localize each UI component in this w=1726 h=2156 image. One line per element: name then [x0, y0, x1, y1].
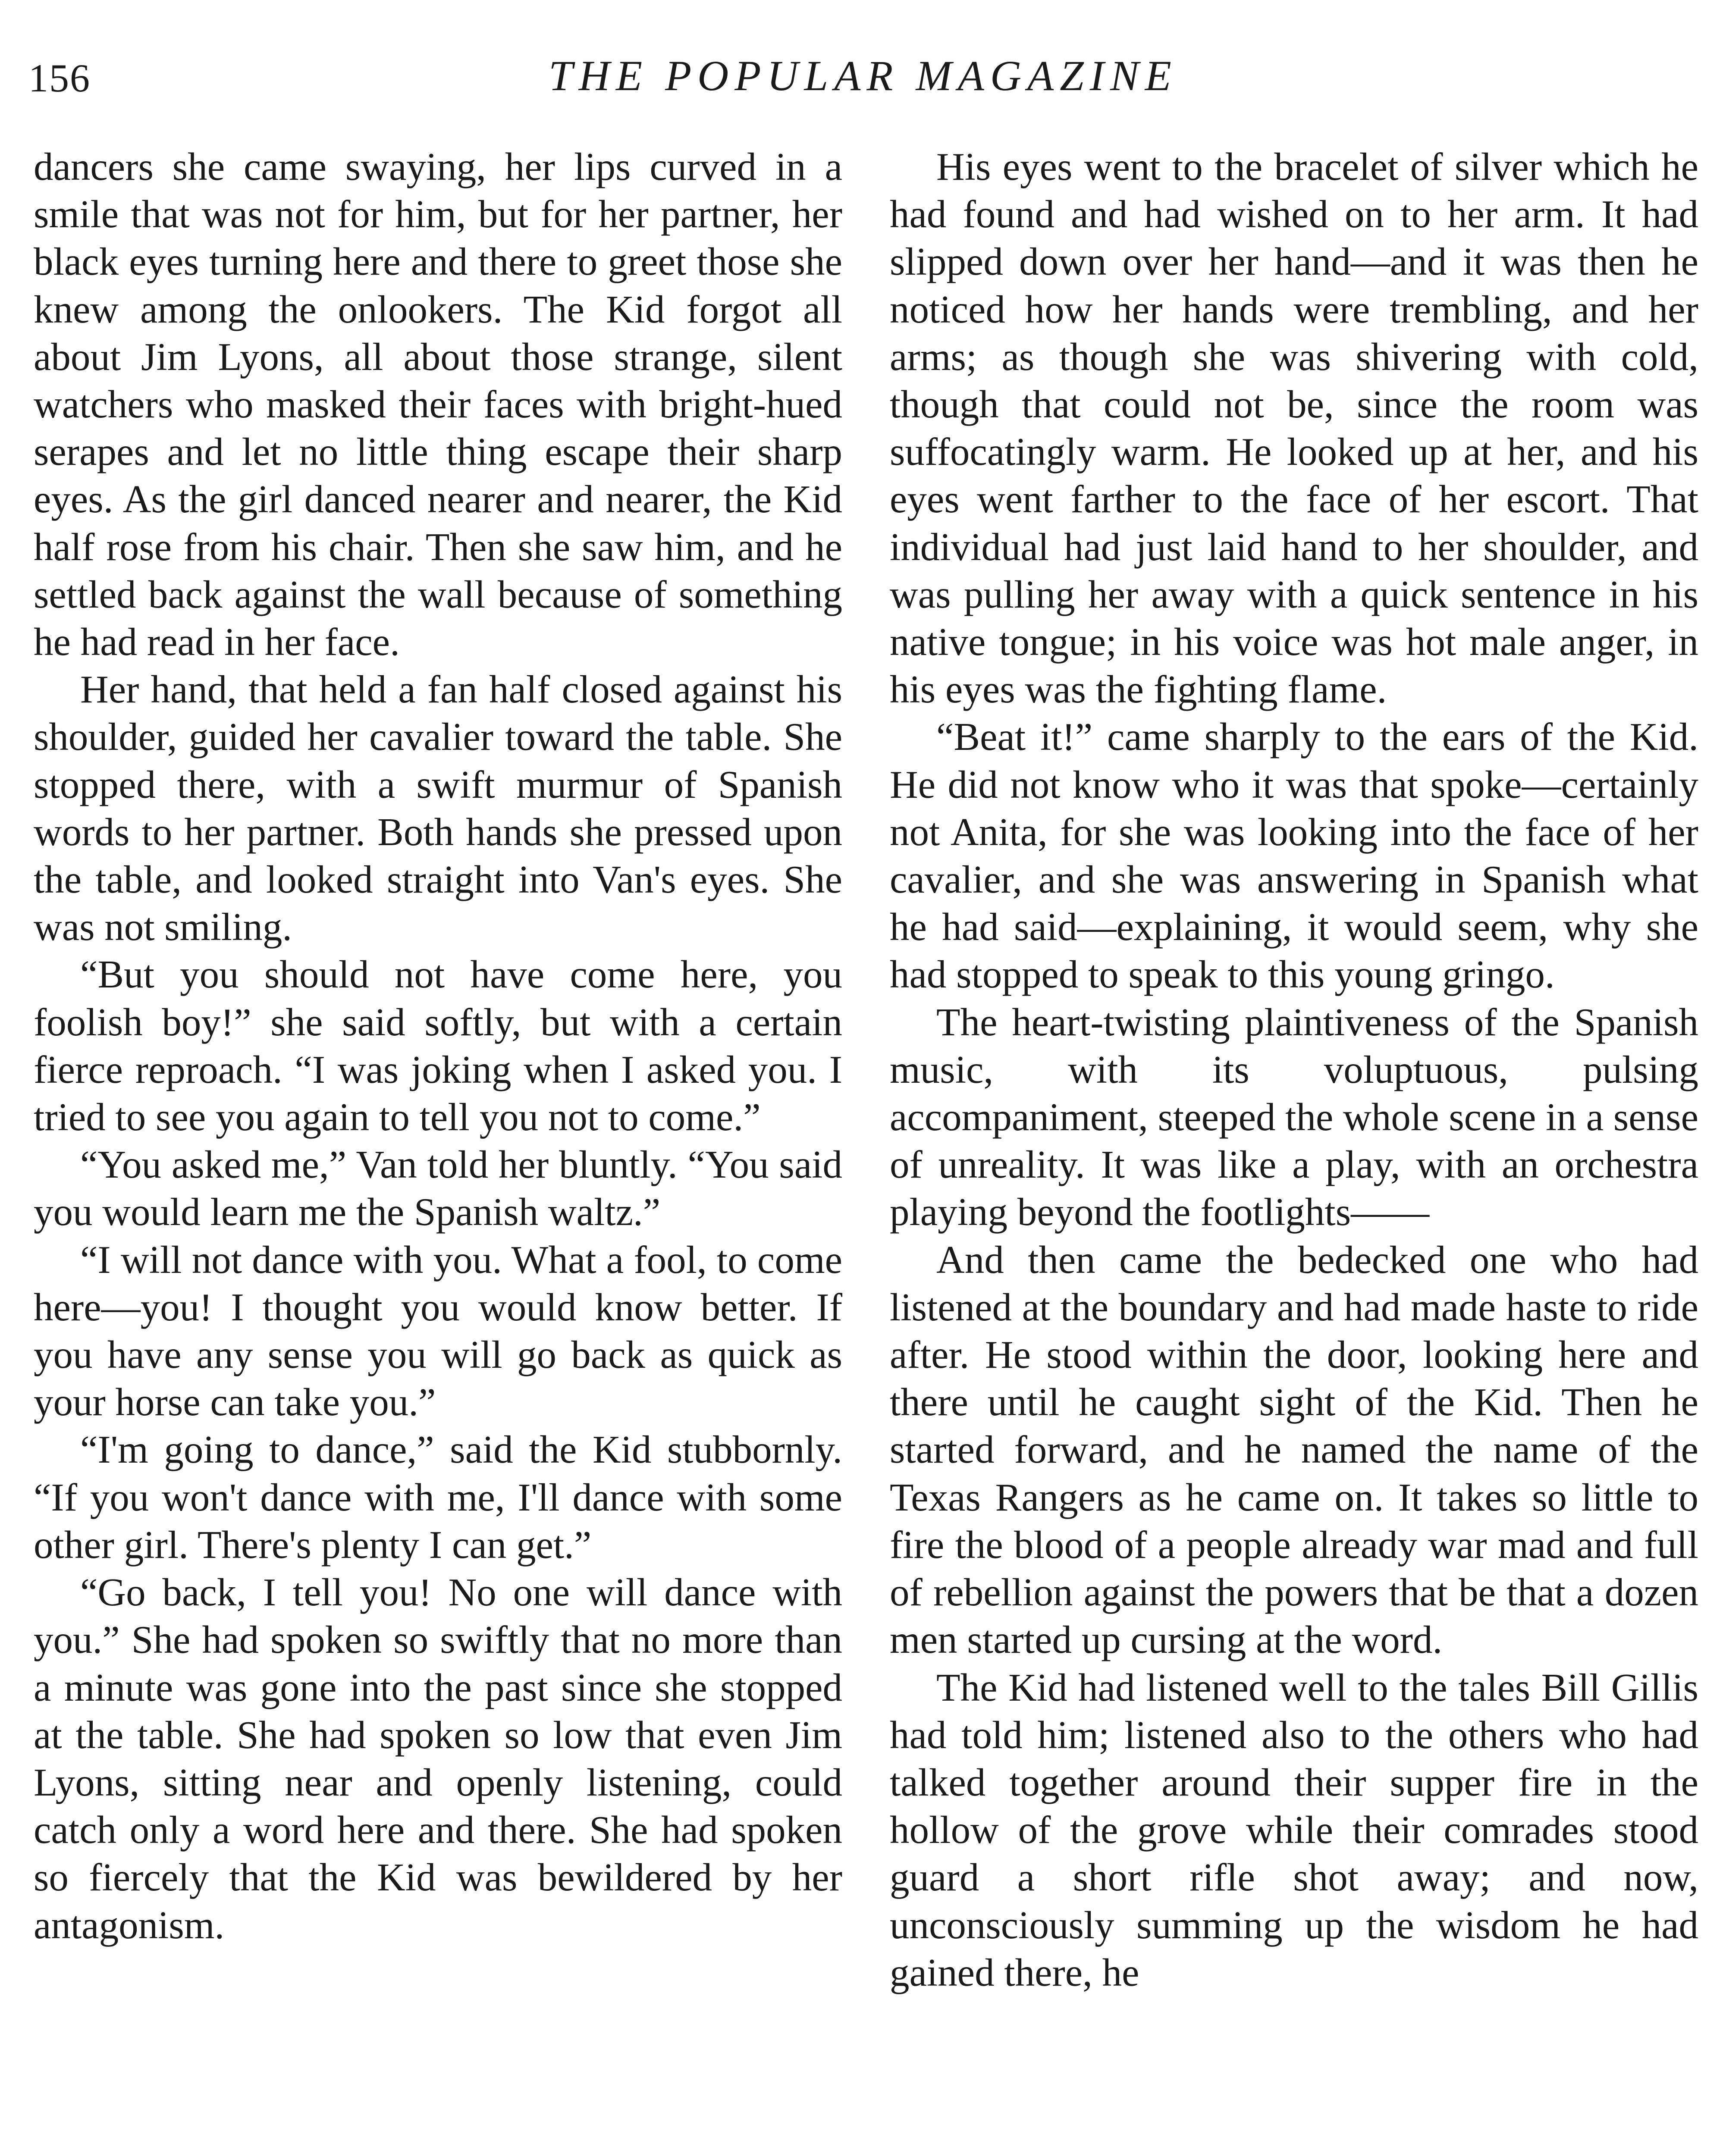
page-number: 156: [28, 56, 91, 100]
paragraph: “Beat it!” came sharply to the ears of the Kid. He did not know who it was that spoke—certainly not Anita, for she was looking into the face of her cavalier, and she was answering in Spanish what he had said—explaining, it would seem, why she had stopped to speak to this young gringo.: [890, 715, 1698, 997]
paragraph: dancers she came swaying, her lips curved in a smile that was not for him, but for her partner, her black eyes turning here and there to greet those she knew among the onlookers. The Kid forgot all about Jim Lyons, all about those strange, silent watchers who masked their faces with bright-hued serapes and let no little thing escape their sharp eyes. As the girl danced nearer and nearer, the Kid half rose from his chair. Then she saw him, and he settled back against the wall because of something he had read in her face.: [34, 145, 842, 664]
paragraph: “But you should not have come here, you foolish boy!” she said softly, but with a certain fierce reproach. “I was joking when I asked you. I tried to see you again to tell you not to come.”: [34, 953, 842, 1139]
paragraph: The Kid had listened well to the tales Bill Gillis had told him; listened also to the others who had talked together around their supper fire in the hollow of the grove while their comrades stood guard a short rifle shot away; and now, unconsciously summing up the wisdom he had gained there, he: [890, 1665, 1698, 1994]
paragraph: “I will not dance with you. What a fool, to come here—you! I thought you would know better. If you have any sense you will go back as quick as your horse can take you.”: [34, 1238, 842, 1424]
paragraph: And then came the bedecked one who had listened at the boundary and had made haste to ride after. He stood within the door, looking here and there until he caught sight of the Kid. Then he started forward, and he named the name of the Texas Rangers as he came on. It takes so little to fire the blood of a people already war mad and full of rebellion against the powers that be that a dozen men started up cursing at the word.: [890, 1238, 1698, 1662]
paragraph: His eyes went to the bracelet of silver which he had found and had wished on to her arm. It had slipped down over her hand—and it was then he noticed how her hands were trembling, and her arms; as though she was shivering with cold, though that could not be, since the room was suffocatingly warm. He looked up at her, and his eyes went farther to the face of her escort. That individual had just laid hand to her shoulder, and was pulling her away with a quick sentence in his native tongue; in his voice was hot male anger, in his eyes was the fighting flame.: [890, 145, 1698, 711]
paragraph: “Go back, I tell you! No one will dance with you.” She had spoken so swiftly that no more than a minute was gone into the past since she stopped at the table. She had spoken so low that even Jim Lyons, sitting near and openly listening, could catch only a word here and there. She had spoken so fiercely that the Kid was bewildered by her antagonism.: [34, 1570, 842, 1947]
paragraph: “You asked me,” Van told her bluntly. “You said you would learn me the Spanish waltz.”: [34, 1143, 842, 1234]
paragraph: “I'm going to dance,” said the Kid stubbornly. “If you won't dance with me, I'll dance with some other girl. There's plenty I can get.”: [34, 1428, 842, 1567]
paragraph: The heart-twisting plaintiveness of the Spanish music, with its voluptuous, pulsing accompaniment, steeped the whole scene in a sense of unreality. It was like a play, with an orchestra playing beyond the footlights——: [890, 1000, 1698, 1234]
right-column: [890, 143, 1698, 1996]
running-title: THE POPULAR MAGAZINE: [549, 52, 1177, 100]
left-column: [34, 143, 842, 1949]
paragraph: Her hand, that held a fan half closed against his shoulder, guided her cavalier toward the table. She stopped there, with a swift murmur of Spanish words to her partner. Both hands she pressed upon the table, and looked straight into Van's eyes. She was not smiling.: [34, 667, 842, 949]
